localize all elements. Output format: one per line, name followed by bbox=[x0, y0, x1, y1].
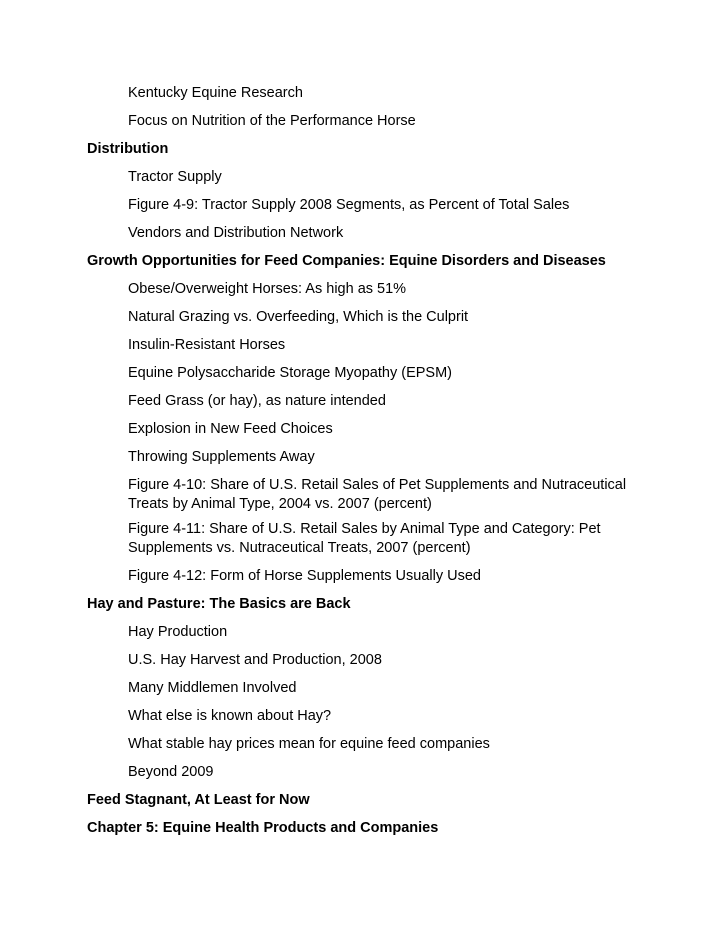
toc-entry: Equine Polysaccharide Storage Myopathy (EPSM) bbox=[128, 365, 452, 381]
toc-entry: Natural Grazing vs. Overfeeding, Which is the Culprit bbox=[128, 309, 469, 325]
toc-section-heading: Growth Opportunities for Feed Companies: Equine Disorders and Diseases bbox=[87, 253, 606, 269]
toc-entry: Hay Production bbox=[128, 624, 228, 640]
toc-entry: Figure 4-12: Form of Horse Supplements Usually Used bbox=[128, 568, 481, 584]
table-of-contents bbox=[0, 84, 728, 838]
toc-entry: Figure 4-9: Tractor Supply 2008 Segments, as Percent of Total Sales bbox=[128, 197, 570, 213]
toc-entry: Many Middlemen Involved bbox=[128, 680, 297, 696]
toc-entry: Kentucky Equine Research bbox=[128, 85, 303, 101]
toc-entry: Figure 4-11: Share of U.S. Retail Sales by Animal Type and Category: Pet Supplements vs. Nutraceutical Treats, 2007 (percent) bbox=[128, 521, 601, 556]
toc-section-heading: Chapter 5: Equine Health Products and Companies bbox=[87, 820, 439, 836]
toc-entry: Beyond 2009 bbox=[128, 764, 214, 780]
toc-entry: Focus on Nutrition of the Performance Horse bbox=[128, 113, 416, 129]
toc-entry: What stable hay prices mean for equine feed companies bbox=[128, 736, 490, 752]
toc-section-heading: Feed Stagnant, At Least for Now bbox=[87, 792, 310, 808]
toc-entry: What else is known about Hay? bbox=[128, 708, 332, 724]
toc-section-heading: Distribution bbox=[87, 141, 169, 157]
toc-entry: Obese/Overweight Horses: As high as 51% bbox=[128, 281, 407, 297]
toc-entry: Insulin-Resistant Horses bbox=[128, 337, 286, 353]
toc-entry: Throwing Supplements Away bbox=[128, 449, 315, 465]
toc-entry: Explosion in New Feed Choices bbox=[128, 421, 333, 437]
toc-entry: U.S. Hay Harvest and Production, 2008 bbox=[128, 652, 382, 668]
toc-entry: Vendors and Distribution Network bbox=[128, 225, 344, 241]
toc-entry: Figure 4-10: Share of U.S. Retail Sales of Pet Supplements and Nutraceutical Treats by Animal Type, 2004 vs. 2007 (percent) bbox=[128, 477, 627, 512]
toc-entry: Feed Grass (or hay), as nature intended bbox=[128, 393, 386, 409]
toc-entry: Tractor Supply bbox=[128, 169, 222, 185]
toc-section-heading: Hay and Pasture: The Basics are Back bbox=[87, 596, 351, 612]
